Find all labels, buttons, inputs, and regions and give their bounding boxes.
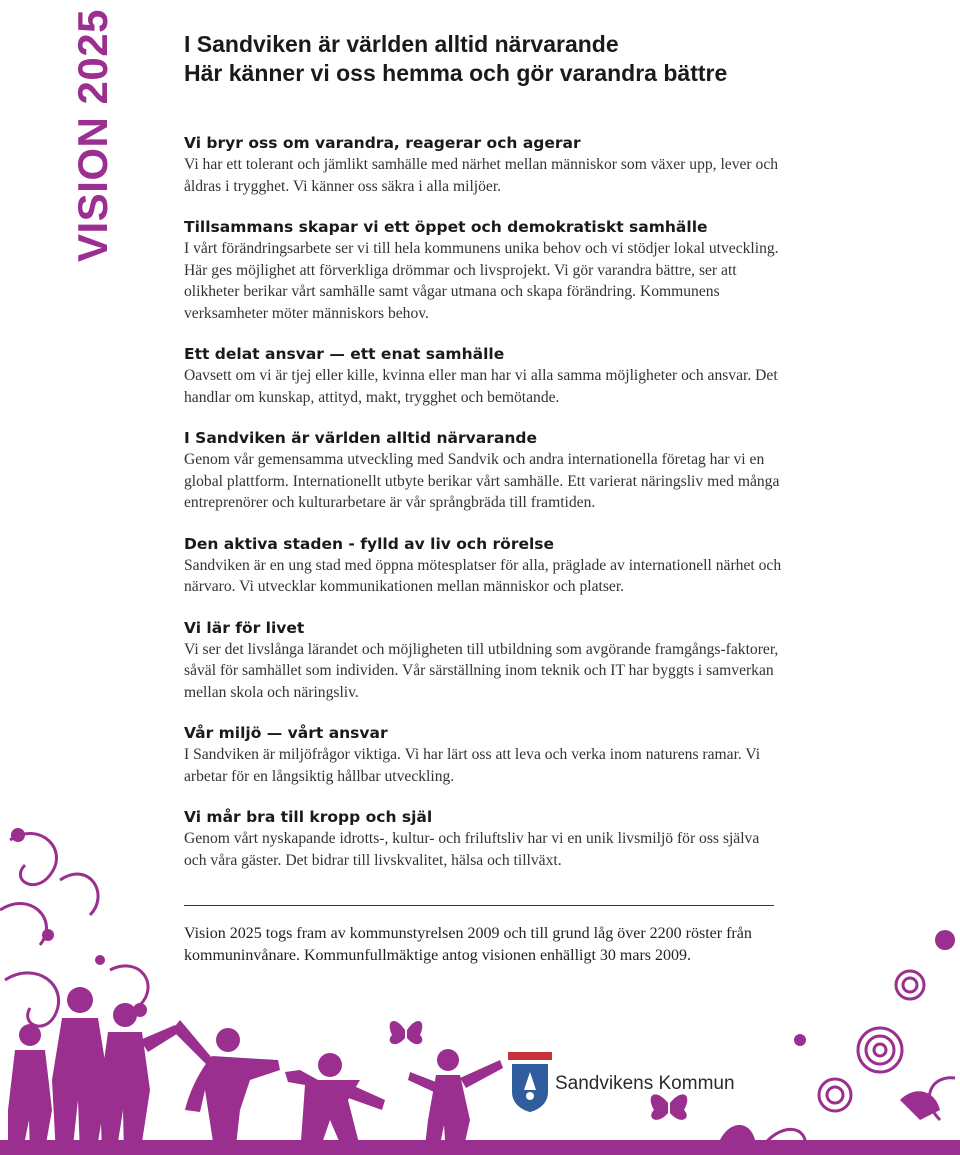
section-environment <box>184 723 784 787</box>
section-heading: Den aktiva staden - fylld av liv och rörelse <box>184 534 555 553</box>
section-heading: Vår miljö — vårt ansvar <box>184 724 388 742</box>
main-title <box>184 30 784 88</box>
main-title-line-2: Här känner vi oss hemma och gör varandra bättre <box>184 60 728 86</box>
butterfly-icon-center <box>390 1021 423 1044</box>
section-care <box>184 133 784 197</box>
section-body: Vi har ett tolerant och jämlikt samhälle med närhet mellan människor som växer upp, lever och åldras i trygghet. Vi känner oss säkra i alla miljöer. <box>184 156 779 195</box>
section-body: Vi ser det livslånga lärandet och möjligheten till utbildning som avgörande framgångs-faktorer, såväl för samhället som individen. Vår särställning inom teknik och IT har byggts i samverkan mellan skola och näringsliv. <box>184 640 779 701</box>
section-active-city <box>184 534 784 598</box>
section-heading: Vi mår bra till kropp och själ <box>184 808 433 826</box>
section-body: I Sandviken är miljöfrågor viktiga. Vi har lärt oss att leva och verka inom naturens ramar. Vi arbetar för en långsiktig hållbar utveckling. <box>184 746 761 785</box>
section-world-present <box>184 428 784 514</box>
section-lifelong-learning <box>184 618 784 704</box>
people-silhouettes-left <box>8 987 180 1155</box>
swirl-cluster-right <box>760 971 955 1150</box>
section-shared-responsibility <box>184 344 784 408</box>
section-heading: Vi lär för livet <box>184 618 305 637</box>
footer-note: Vision 2025 togs fram av kommunstyrelsen 2009 och till grund låg över 2200 röster från kommuninvånare. Kommunfullmäktige antog visionen enhälligt 30 mars 2009. <box>184 925 752 964</box>
vision-document <box>184 30 784 871</box>
section-body: Sandviken är en ung stad med öppna mötesplatser för alla, präglade av internationell närhet och närvaro. Vi utvecklar kommunikationen mellan människor och platser. <box>184 556 782 595</box>
sandvikens-kommun-logo-text: Sandvikens Kommun <box>555 1073 735 1094</box>
section-heading: Ett delat ansvar — ett enat samhälle <box>184 345 505 363</box>
dancing-figures-center <box>172 1020 503 1155</box>
section-heading: Vi bryr oss om varandra, reagerar och agerar <box>184 134 581 152</box>
section-democracy <box>184 217 784 324</box>
section-body: Genom vårt nyskapande idrotts-, kultur- och friluftsliv har vi en unik livsmiljö för oss själva och våra gäster. Det bidrar till livskvalitet, hälsa och tillväxt. <box>184 830 760 869</box>
vision-2025-side-title: VISION 2025 <box>69 9 116 262</box>
section-body: I vårt förändringsarbete ser vi till hela kommunens unika behov och vi stödjer lokal utveckling. Här ges möjlighet att förverkliga drömmar och livsprojekt. Vi gör varandra bättre, ser att olikheter berikar vårt samhälle samt vågar utmana och skapa förändring. Kommunens verksamheter möter människors behov. <box>184 240 779 322</box>
section-body: Genom vår gemensamma utveckling med Sandvik och andra internationella företag har vi en global plattform. Internationellt utbyte berikar vårt samhälle. Ett varierat näringsliv med många entreprenörer och kulturarbetare är vår språngbräda till framtiden. <box>184 451 780 511</box>
main-title-line-1: I Sandviken är världen alltid närvarande <box>184 31 619 57</box>
decorative-silhouette-artwork <box>0 820 960 1155</box>
section-heading: Tillsammans skapar vi ett öppet och demokratiskt samhälle <box>184 218 708 236</box>
section-body: Oavsett om vi är tjej eller kille, kvinna eller man har vi alla samma möjligheter och ansvar. Det handlar om kunskap, attityd, makt, trygghet och bemötande. <box>184 367 778 406</box>
section-heading: I Sandviken är världen alltid närvarande <box>184 429 537 447</box>
